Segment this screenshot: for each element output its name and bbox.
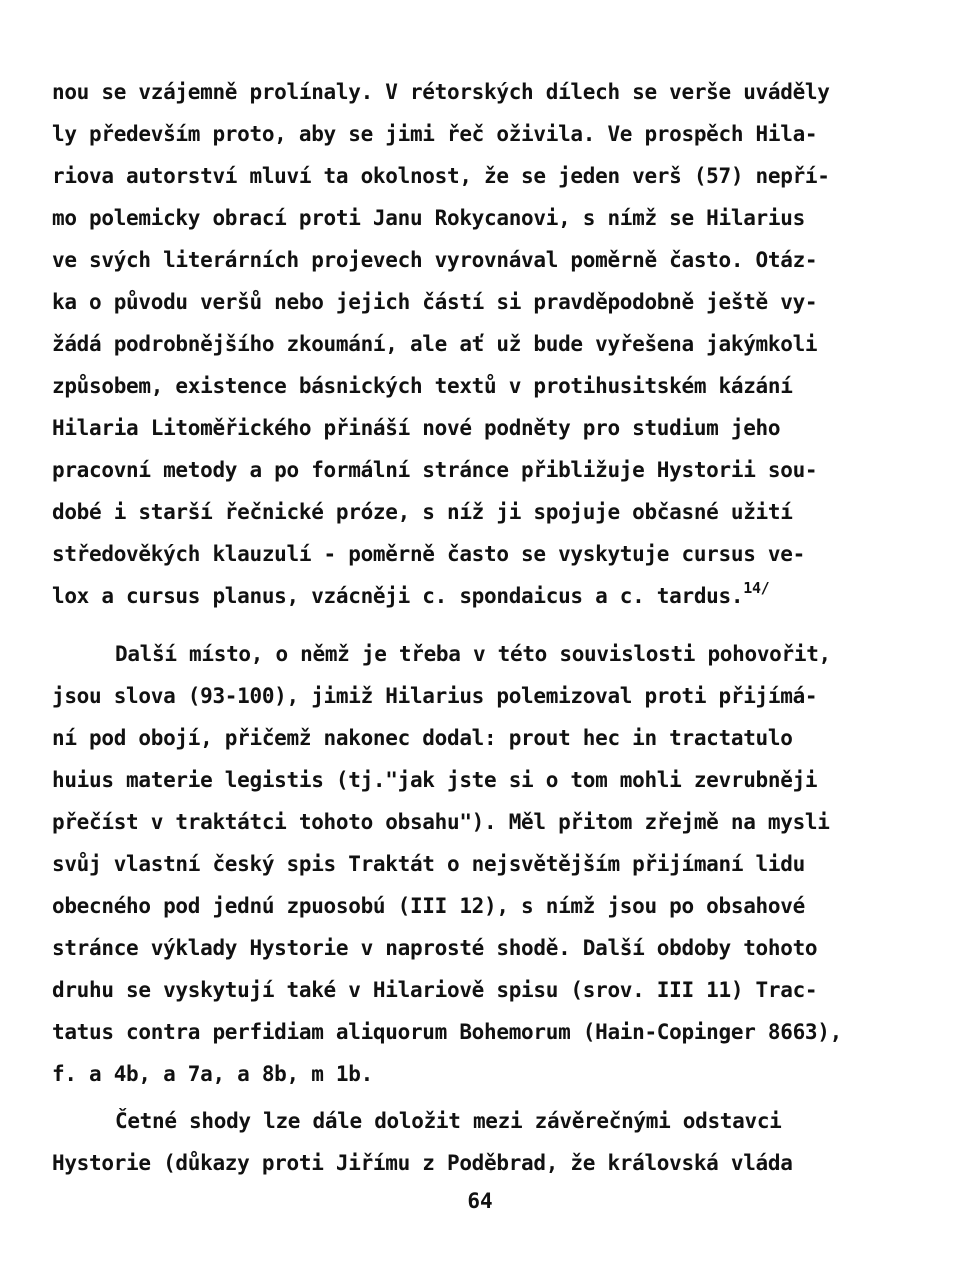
- text-line: nou se vzájemně prolínaly. V rétorských dílech se verše uváděly: [52, 80, 830, 104]
- text-line: tatus contra perfidiam aliquorum Bohemorum (Hain-Copinger 8663),: [52, 1020, 842, 1044]
- text-line: stránce výklady Hystorie v naprosté shodě. Další obdoby tohoto: [52, 936, 818, 960]
- text-line: obecného pod jednú zpuosobú (III 12), s nímž jsou po obsahové: [52, 894, 805, 918]
- text-line: přečíst v traktátci tohoto obsahu"). Měl přitom zřejmě na mysli: [52, 810, 830, 834]
- text-line: ní pod obojí, přičemž nakonec dodal: prout hec in tractatulo: [52, 726, 793, 750]
- text-line: f. a 4b, a 7a, a 8b, m 1b.: [52, 1062, 373, 1086]
- text-line: Četné shody lze dále doložit mezi závěrečnými odstavci: [115, 1109, 782, 1133]
- text-line: mo polemicky obrací proti Janu Rokycanovi, s nímž se Hilarius: [52, 206, 805, 230]
- paragraph-2: [52, 633, 882, 1095]
- text-line: Hystorie (důkazy proti Jiřímu z Poděbrad, že královská vláda: [52, 1151, 793, 1175]
- footnote-reference: 14/: [743, 579, 770, 597]
- text-line: pracovní metody a po formální stránce přibližuje Hystorii sou-: [52, 458, 818, 482]
- text-line: druhu se vyskytují také v Hilariově spisu (srov. III 11) Trac-: [52, 978, 818, 1002]
- text-line-content: lox a cursus planus, vzácněji c. spondaicus a c. tardus.: [52, 584, 744, 608]
- page-number: 64: [467, 1189, 493, 1213]
- text-line-with-footnote: [52, 575, 882, 617]
- text-line: dobé i starší řečnické próze, s níž ji spojuje občasné užití: [52, 500, 793, 524]
- text-line: ve svých literárních projevech vyrovnával poměrně často. Otáz-: [52, 248, 818, 272]
- text-line: způsobem, existence básnických textů v protihusitském kázání: [52, 374, 793, 398]
- text-line: žádá podrobnějšího zkoumání, ale ať už bude vyřešena jakýmkoli: [52, 332, 818, 356]
- paragraph-1: [52, 71, 882, 617]
- text-line: středověkých klauzulí - poměrně často se vyskytuje cursus ve-: [52, 542, 805, 566]
- text-line: svůj vlastní český spis Traktát o nejsvětějším přijímaní lidu: [52, 852, 805, 876]
- text-line: Další místo, o němž je třeba v této souvislosti pohovořit,: [115, 642, 831, 666]
- text-line: huius materie legistis (tj."jak jste si o tom mohli zevrubněji: [52, 768, 818, 792]
- text-line: ly především proto, aby se jimi řeč oživila. Ve prospěch Hila-: [52, 122, 818, 146]
- text-line: ka o původu veršů nebo jejich částí si pravděpodobně ještě vy-: [52, 290, 818, 314]
- text-line: Hilaria Litoměřického přináší nové podněty pro studium jeho: [52, 416, 781, 440]
- text-line: riova autorství mluví ta okolnost, že se jeden verš (57) nepří-: [52, 164, 830, 188]
- paragraph-3: [52, 1100, 882, 1184]
- text-line: jsou slova (93-100), jimiž Hilarius polemizoval proti přijímá-: [52, 684, 818, 708]
